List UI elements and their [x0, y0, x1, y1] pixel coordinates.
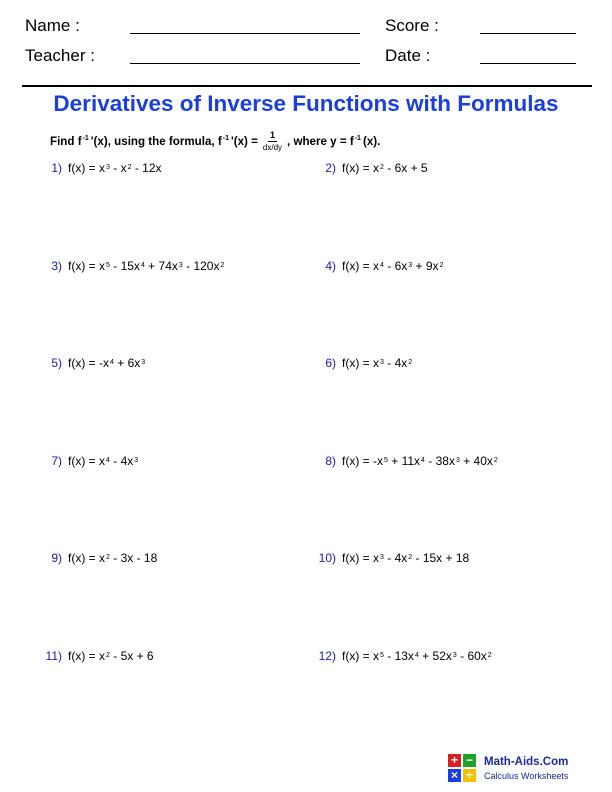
logo-site-name: Math-Aids.Com: [484, 756, 569, 768]
problem-number: 11): [45, 649, 62, 663]
problem-number: 9): [51, 551, 62, 565]
logo-subtitle: Calculus Worksheets: [484, 771, 569, 781]
problem-2: [306, 160, 428, 176]
teacher-field[interactable]: [130, 63, 360, 64]
problem-expression: $f(x) = -x^5 + 11x^4 - 38x^3 + 40x^2$: [342, 454, 498, 468]
date-field[interactable]: [480, 63, 576, 64]
problem-1: [32, 160, 162, 176]
problem-expression: $f(x) = x^5 - 13x^4 + 52x^3 - 60x^2$: [342, 649, 492, 663]
problem-expression: $f(x) = x^3 - 4x^2 - 15x + 18$: [342, 551, 470, 565]
problem-number: 4): [325, 259, 336, 273]
problem-11: [32, 648, 154, 664]
problem-6: [306, 355, 412, 371]
problem-expression: $f(x) = x^2 - 3x - 18$: [68, 551, 158, 565]
worksheet-title: Derivatives of Inverse Functions with Formulas: [53, 91, 559, 116]
problem-expression: $f(x) = x^4 - 4x^3$: [68, 454, 139, 468]
instructions: Find f $^{-1}$ '(x), using the formula, f $^{-1}$ '(x) = $\frac{1}{dx/dy}$ , where y = f $^{-1}$ (x).: [50, 130, 381, 152]
problem-expression: $f(x) = -x^4 + 6x^3$: [68, 356, 146, 370]
minus-icon: −: [463, 754, 476, 767]
score-label: Score :: [385, 16, 439, 35]
problem-number: 1): [51, 161, 62, 175]
instr-where: , where y = f: [287, 135, 354, 148]
instr-end: (x).: [362, 135, 381, 148]
problem-number: 5): [51, 356, 62, 370]
problem-number: 8): [325, 454, 336, 468]
problem-expression: $f(x) = x^2 - 5x + 6$: [68, 649, 154, 663]
instr-mid: '(x), using the formula, f: [90, 135, 222, 148]
problem-expression: $f(x) = x^4 - 6x^3 + 9x^2$: [342, 259, 444, 273]
problem-number: 12): [318, 649, 336, 663]
instr-eq: '(x) =: [230, 135, 258, 148]
problem-expression: $f(x) = x^3 - x^2 - 12x$: [68, 161, 162, 175]
problem-expression: $f(x) = x^5 - 15x^4 + 74x^3 - 120x^2$: [68, 259, 225, 273]
problem-number: 6): [325, 356, 336, 370]
problem-3: [32, 258, 224, 274]
problem-number: 10): [318, 551, 336, 565]
problem-5: [32, 355, 145, 371]
date-label: Date :: [385, 46, 431, 65]
name-field[interactable]: [130, 33, 360, 34]
problem-8: [306, 453, 498, 469]
header-divider: [22, 85, 592, 87]
problem-expression: $f(x) = x^3 - 4x^2$: [342, 356, 413, 370]
math-aids-logo: [448, 754, 476, 782]
problem-9: [32, 550, 157, 566]
times-icon: ×: [448, 769, 461, 782]
problem-12: [306, 648, 492, 664]
problem-number: 3): [51, 259, 62, 273]
instr-find: Find f: [50, 135, 82, 148]
name-label: Name :: [25, 16, 80, 35]
problem-7: [32, 453, 138, 469]
formula-fraction: [261, 130, 284, 153]
problem-10: [306, 550, 469, 566]
divide-icon: ÷: [463, 769, 476, 782]
teacher-label: Teacher :: [25, 46, 95, 65]
fraction-denominator: dx/dy: [262, 143, 283, 152]
problem-4: [306, 258, 443, 274]
problem-number: 7): [51, 454, 62, 468]
fraction-numerator: 1: [269, 130, 275, 140]
problem-number: 2): [325, 161, 336, 175]
plus-icon: +: [448, 754, 461, 767]
problem-expression: $f(x) = x^2 - 6x + 5$: [342, 161, 428, 175]
score-field[interactable]: [480, 33, 576, 34]
